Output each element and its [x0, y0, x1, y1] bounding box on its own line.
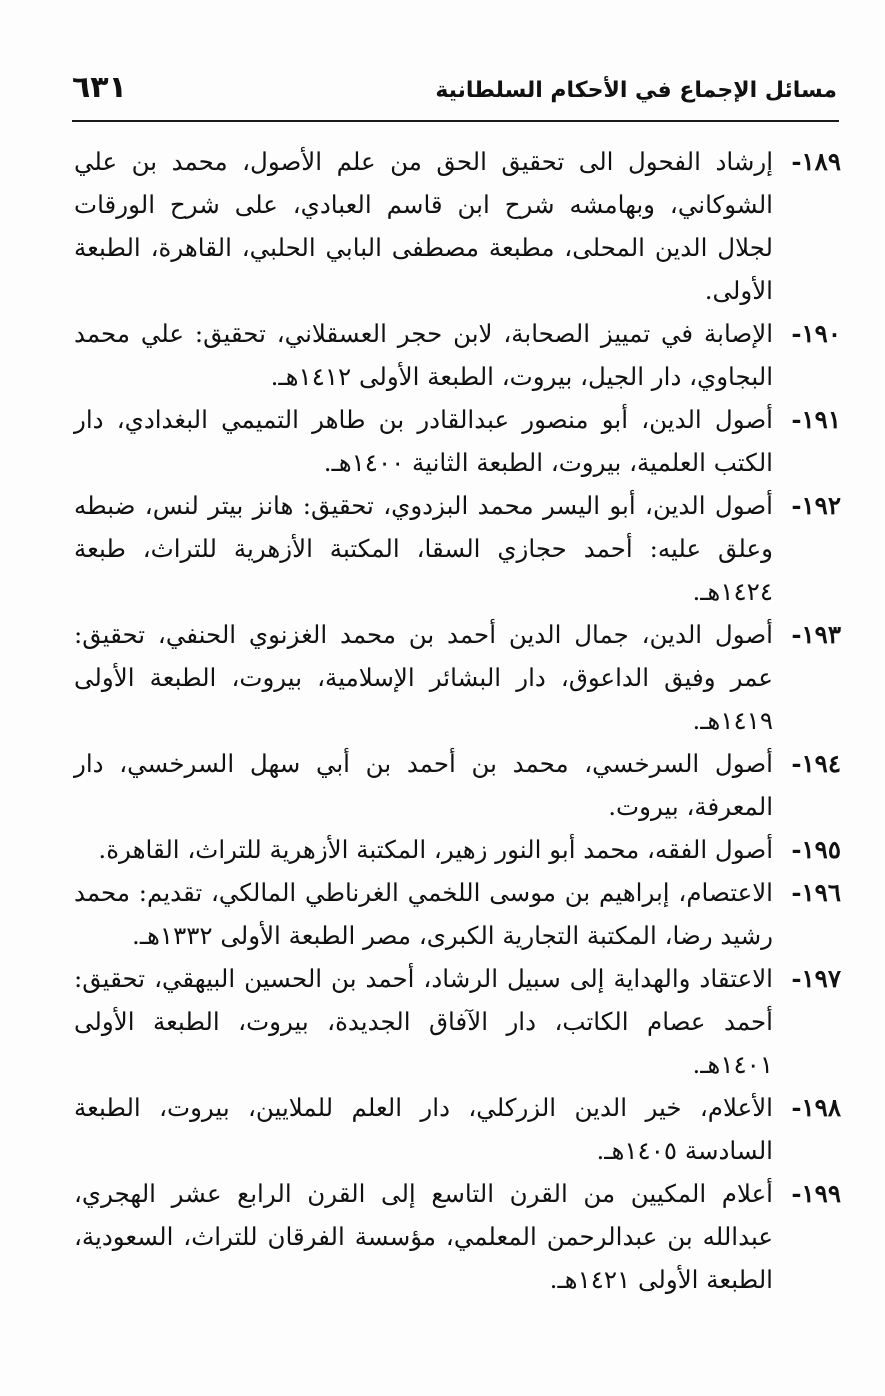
- entry-text: أصول السرخسي، محمد بن أحمد بن أبي سهل السرخسي، دار المعرفة، بيروت.: [74, 749, 773, 821]
- entry-text: أصول الدين، أبو منصور عبدالقادر بن طاهر التميمي البغدادي، دار الكتب العلمية، بيروت، الطبعة الثانية ١٤٠٠هـ.: [74, 405, 773, 477]
- entry-text: الاعتقاد والهداية إلى سبيل الرشاد، أحمد بن الحسين البيهقي، تحقيق: أحمد عصام الكاتب، دار الآفاق الجديدة، بيروت، الطبعة الأولى ١٤٠١هـ.: [74, 964, 773, 1079]
- bibliography-entry: [74, 312, 841, 398]
- entry-number: ١٩٦-: [791, 878, 841, 907]
- bibliography-entry: [74, 484, 841, 613]
- entry-text: أصول الدين، جمال الدين أحمد بن محمد الغزنوي الحنفي، تحقيق: عمر وفيق الداعوق، دار البشائر الإسلامية، بيروت، الطبعة الأولى ١٤١٩هـ.: [74, 620, 773, 735]
- bibliography-entry: [74, 871, 841, 957]
- bibliography-entry: [74, 1086, 841, 1172]
- page-header: [72, 66, 837, 116]
- entry-number: ١٩٩-: [791, 1179, 841, 1208]
- entry-text: أصول الدين، أبو اليسر محمد البزدوي، تحقيق: هانز بيتر لنس، ضبطه وعلق عليه: أحمد حجازي السقا، المكتبة الأزهرية للتراث، طبعة ١٤٢٤هـ.: [74, 491, 773, 606]
- entry-text: الاعتصام، إبراهيم بن موسى اللخمي الغرناطي المالكي، تقديم: محمد رشيد رضا، المكتبة التجارية الكبرى، مصر الطبعة الأولى ١٣٣٢هـ.: [74, 878, 773, 950]
- entry-number: ١٩٣-: [791, 620, 841, 649]
- entry-text: الأعلام، خير الدين الزركلي، دار العلم للملايين، بيروت، الطبعة السادسة ١٤٠٥هـ.: [74, 1093, 773, 1165]
- entry-text: الإصابة في تمييز الصحابة، لابن حجر العسقلاني، تحقيق: علي محمد البجاوي، دار الجيل، بيروت، الطبعة الأولى ١٤١٢هـ.: [74, 319, 773, 391]
- entry-number: ١٩٨-: [791, 1093, 841, 1122]
- bibliography-entry: [74, 1172, 841, 1301]
- entry-number: ١٩٠-: [791, 319, 841, 348]
- entry-text: أصول الفقه، محمد أبو النور زهير، المكتبة الأزهرية للتراث، القاهرة.: [98, 835, 773, 864]
- running-title: مسائل الإجماع في الأحكام السلطانية: [435, 78, 837, 103]
- entry-number: ١٩١-: [791, 405, 841, 434]
- bibliography-entry: [74, 828, 841, 871]
- entry-text: أعلام المكيين من القرن التاسع إلى القرن الرابع عشر الهجري، عبدالله بن عبدالرحمن المعلمي، مؤسسة الفرقان للتراث، السعودية، الطبعة الأولى ١٤٢١هـ.: [74, 1179, 773, 1294]
- entry-number: ١٩٥-: [791, 835, 841, 864]
- bibliography-entry: [74, 140, 841, 312]
- bibliography-entry: [74, 398, 841, 484]
- entry-number: ١٩٤-: [791, 749, 841, 778]
- bibliography-entry: [74, 613, 841, 742]
- entry-number: ١٩٢-: [791, 491, 841, 520]
- bibliography-entry: [74, 957, 841, 1086]
- bibliography-list: [74, 140, 841, 1301]
- page-number: ٦٣١: [72, 70, 127, 105]
- bibliography-entry: [74, 742, 841, 828]
- entry-number: ١٩٧-: [791, 964, 841, 993]
- entry-text: إرشاد الفحول الى تحقيق الحق من علم الأصول، محمد بن علي الشوكاني، وبهامشه شرح ابن قاسم العبادي، على شرح الورقات لجلال الدين المحلى، مطبعة مصطفى البابي الحلبي، القاهرة، الطبعة الأولى.: [74, 147, 773, 305]
- entry-number: ١٨٩-: [791, 147, 841, 176]
- header-rule: [72, 120, 839, 122]
